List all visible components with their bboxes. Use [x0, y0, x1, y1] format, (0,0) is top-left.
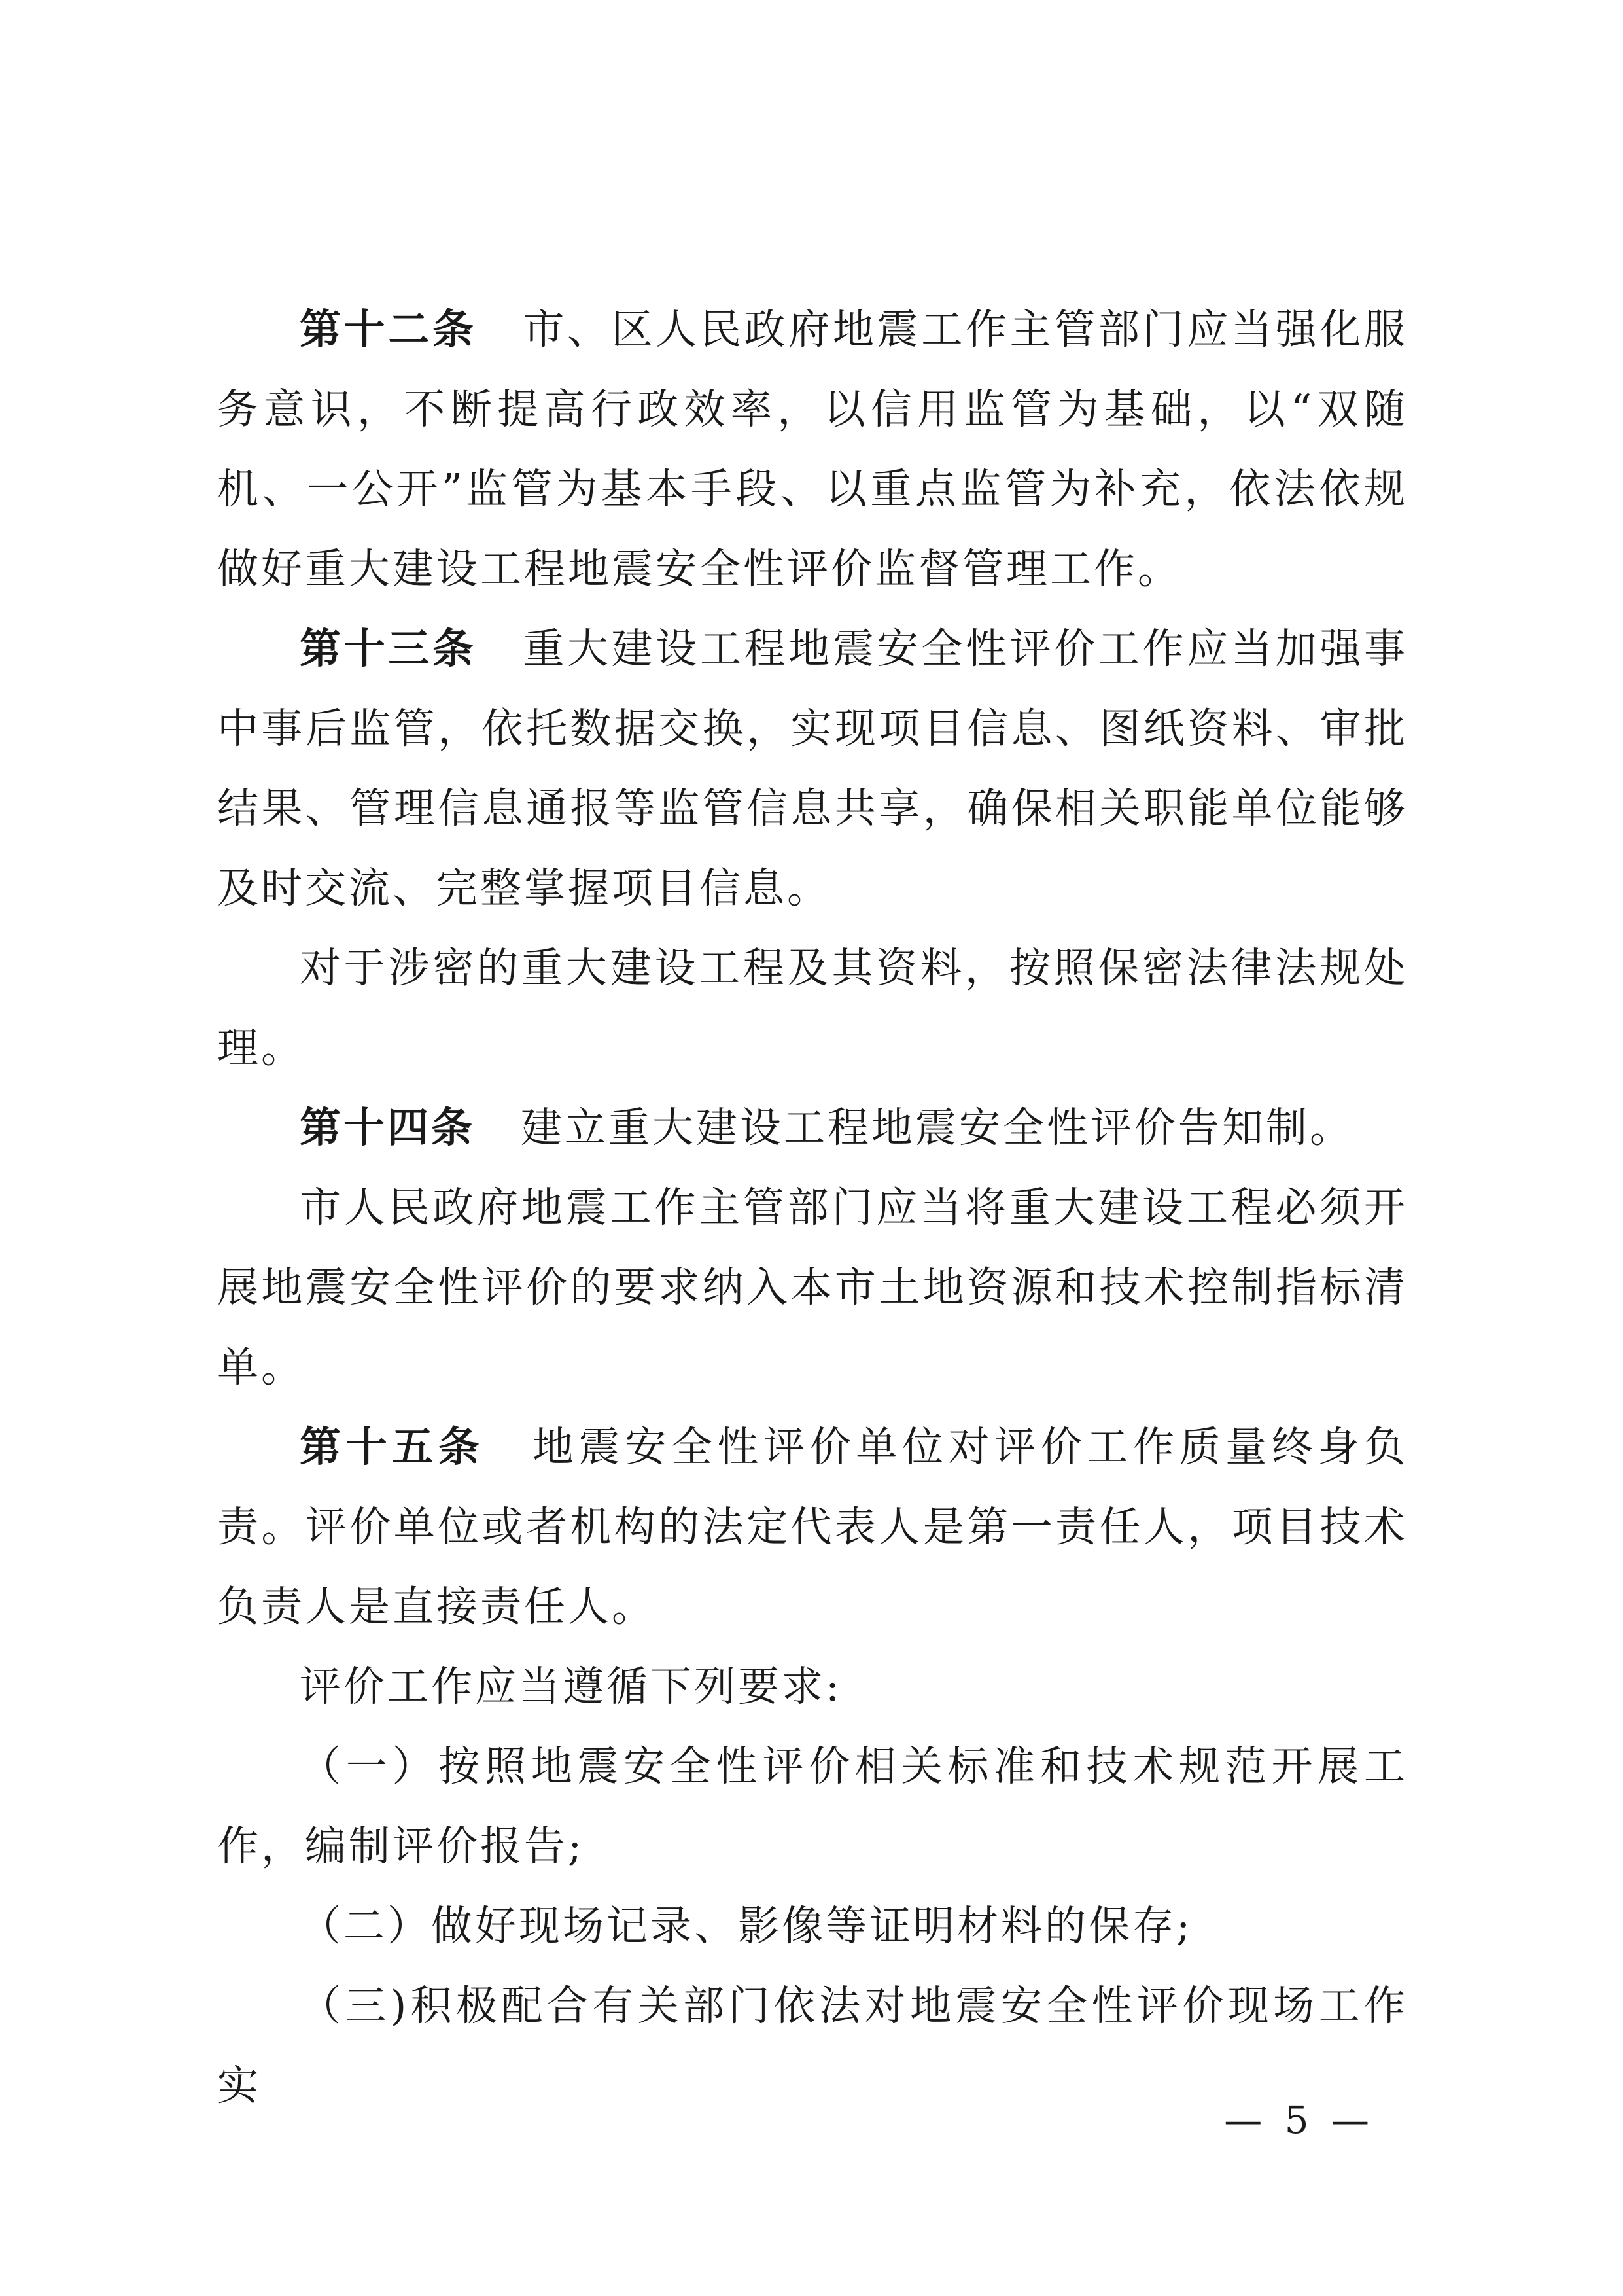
paragraph-article-14 — [217, 1088, 1408, 1168]
paragraph-text: 地震安全性评价单位对评价工作质量终身负责。评价单位或者机构的法定代表人是第一责任人，项目技术负责人是直接责任人。 — [217, 1423, 1408, 1631]
article-heading: 第十三条 — [300, 625, 477, 673]
paragraph-requirements-intro — [217, 1647, 1408, 1727]
paragraph-text: 建立重大建设工程地震安全性评价告知制。 — [521, 1104, 1353, 1152]
list-item-2 — [217, 1886, 1408, 1966]
article-heading: 第十五条 — [300, 1423, 485, 1471]
paragraph-text: 市、区人民政府地震工作主管部门应当强化服务意识，不断提高行政效率，以信用监管为基础，以“双随机、一公开”监管为基本手段、以重点监管为补充，依法依规做好重大建设工程地震安全性评价监督管理工作。 — [217, 306, 1408, 593]
paragraph-article-14-detail — [217, 1168, 1408, 1407]
article-heading: 第十四条 — [300, 1104, 475, 1152]
paragraph-text: （二）做好现场记录、影像等证明材料的保存; — [300, 1902, 1193, 1950]
paragraph-article-15 — [217, 1407, 1408, 1647]
paragraph-text: 评价工作应当遵循下列要求: — [300, 1663, 843, 1710]
page-number: — 5 — — [1224, 2098, 1374, 2142]
paragraph-article-13 — [217, 609, 1408, 928]
paragraph-article-12 — [217, 290, 1408, 609]
document-body — [217, 290, 1408, 2126]
paragraph-text: 市人民政府地震工作主管部门应当将重大建设工程必须开展地震安全性评价的要求纳入本市土地资源和技术控制指标清单。 — [217, 1184, 1408, 1391]
paragraph-classified-clause — [217, 928, 1408, 1088]
paragraph-text: （一）按照地震安全性评价相关标准和技术规范开展工作，编制评价报告; — [217, 1742, 1408, 1870]
paragraph-text: 重大建设工程地震安全性评价工作应当加强事中事后监管，依托数据交换，实现项目信息、图纸资料、审批结果、管理信息通报等监管信息共享，确保相关职能单位能够及时交流、完整掌握项目信息。 — [217, 625, 1408, 912]
list-item-1 — [217, 1727, 1408, 1886]
article-heading: 第十二条 — [300, 306, 477, 353]
paragraph-text: 对于涉密的重大建设工程及其资料，按照保密法律法规处理。 — [217, 944, 1408, 1072]
paragraph-text: （三)积极配合有关部门依法对地震安全性评价现场工作实 — [217, 1982, 1408, 2110]
